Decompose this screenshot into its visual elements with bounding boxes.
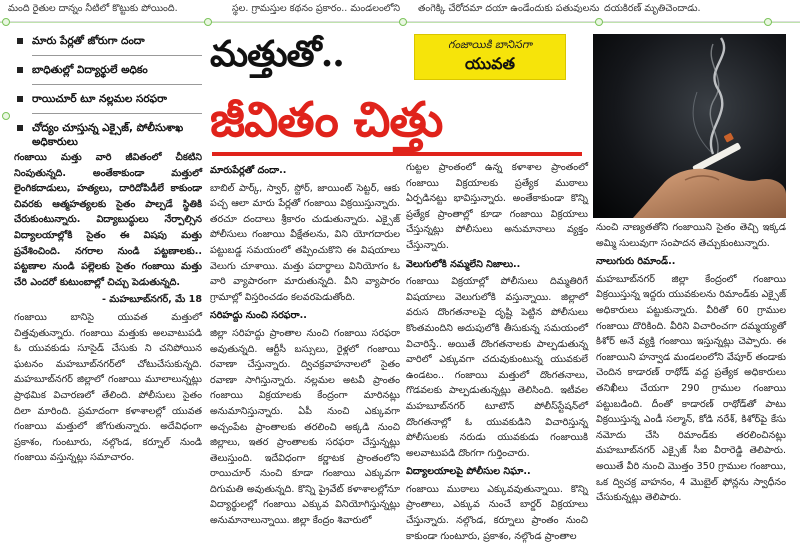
bullet-item: చోద్యం చూస్తున్న ఎక్సైజ్, పోలీసుశాఖ అధికారులు xyxy=(14,121,202,149)
article-column-2 xyxy=(210,160,400,527)
guide-handle[interactable] xyxy=(2,18,10,26)
subheading: మారుపేర్లతో దందా.. xyxy=(210,165,287,176)
dateline: - మహబూబ్‌నగర్, మే 18 xyxy=(101,294,202,306)
guide-handle[interactable] xyxy=(399,18,407,26)
bullet-list xyxy=(14,34,202,156)
divider xyxy=(32,84,202,85)
article-column-4 xyxy=(596,220,786,504)
guide-handle[interactable] xyxy=(764,18,772,26)
paragraph: బాబిల్ పార్క్, స్వార్, స్టోర్, జాయింట్ సెట్టర్, ఆకు పచ్చ ఆలా మారు పేర్లతో గంజాయి విక్రయిస్తున్నారు. తరచూ దందాలు శ్రీకారం చుడుతున్నారు. ఎక్సైజ్ పోలీసులు గంజాయి వీక్షేతలను, విని యోగదారుల పట్టుబడ్డ సమయంలో తప్పించుకొని ఈ విషయాలు వెలుగు చూశాయి. మత్తు పదార్థాలు వినియోగం ఓ వారి వ్యాపారంగా మారుతున్నది. వీని వ్యాపారం గ్రామాల్లో విస్తరించడం కలవరపెడుతోంది. xyxy=(210,182,400,303)
top-strip-text-3: తంగెక్కి చేరోదమా దయా ఉండేందుకు పతువులను xyxy=(418,3,600,14)
paragraph: గంజాయి బానిసై యువత మత్తులో చిత్తవుతున్నారు. గంజాయి మత్తుకు అలవాటుపడి ఓ యువకుడు సూసైడ్ చేసుకు ని చనిపోయిన ఘటనం మహబూబ్‌నగర్‌లో చోటుచేసుకున్నది. మహబూబ్‌నగర్ జిల్లాలో గంజాయి మూలాలున్నట్లు ప్రాథమిక విచారణలో తేలింది. పోలీసులు సైతం దిలా మారింది. ప్రమాదంగా కళాశాలల్లో యువత గంజాయి మత్తులో జోగుతున్నారు. అదేవిధంగా ప్రకాశం, గుంటూరు, నల్గొండ, కర్నూల్ నుండి గంజాయి వస్తున్నట్లు సమాచారం. xyxy=(14,311,202,464)
paragraph: జిల్లా సరిహద్దు ప్రాంతాల నుంచి గంజాయి సరఫరా అవుతున్నది. ఆర్టీసీ బస్సులు, రైళ్లలో గంజాయి రవాణా చేస్తున్నారు. ద్విచక్రవాహనాలలో సైతం రవాణా సాగిస్తున్నారు. నల్లమల అటవీ ప్రాంతం గంజాయి విక్రయాలకు కేంద్రంగా మారినట్లు అనుమానిస్తున్నారు. ఏపీ నుంచి ఎక్కువగా అచ్చంపేట ప్రాంతాలకు తరలించి అక్కడి నుంచి జిల్లాలు, ఇతర ప్రాంతాలకు సరఫరా చేస్తున్నట్లు తెలుస్తుంది. ఇదేవిధంగా కర్ణాటక ప్రాంతంలోని రాయిచూర్ నుంచి కూడా గంజాయి ఎక్కువగా దిగుమతి అవుతున్నది. కొన్ని ప్రైవేట్ కళాశాలల్లోనూ విద్యార్థులల్లో గంజాయి ఎక్కువ వినియోగిస్తున్నట్లు అనుమానాలున్నాయి. జిల్లా కేంద్రం శివారులో xyxy=(210,327,400,527)
tag-line-1: గంజాయికి బానిసగా xyxy=(448,38,532,51)
top-strip-text-2: స్థల. గ్రామస్తుల కథనం ప్రకారం.. మండలంలోని xyxy=(232,3,400,14)
bullet-item: రాయిచూర్ టూ నల్లమల సరఫరా xyxy=(14,92,202,106)
guide-handle[interactable] xyxy=(204,18,212,26)
bullet-item: మారు పేర్లతో జోరుగా దందా xyxy=(14,34,202,48)
paragraph: గంజాయి మత్తు వారి జీవితంలో చీకటిని నింపుతున్నది. అంతేకాకుండా మత్తులో లైంగికదాడులు, హత్యలు, దారిదోపిడీలే కాకుండా చివరకు ఆత్మహత్యలకు సైతం పాల్పడే స్థితికి చేరుకుంటున్నారు. విద్యాబుద్ధులు నేర్పాల్సిన విద్యాలయాల్లోకి సైతం ఈ విషపు మత్తు ప్రవేశించింది. నగరాల నుండి పట్టణాలకు.. పట్టణాల నుండి పల్లెలకు సైతం గంజాయి మత్తు చేరి ఎందరో కుటుంబాల్లో చిచ్చు పెడుతున్నది. xyxy=(14,152,202,288)
guide-handle[interactable] xyxy=(595,18,603,26)
paragraph: నుంచి నాణ్యతతోని గంజాయిని సైతం తెచ్చి ఇక్కడ అమ్మి సులువుగా సంపాదన తెచ్చుకుంటున్నారు. xyxy=(596,222,786,249)
top-strip-text-4: దయకిరణ్ మృతిచెందాడు. xyxy=(604,3,701,14)
paragraph: గంజాయి విక్రయాల్లో పోలీసులు దిమ్మతిరిగే విషయాలు వెలుగులోకి వస్తున్నాయి. జిల్లాలో వరుస దొంగతనాలపై దృష్టి పెట్టిన పోలీసులు కొంతమందిని అదుపులోకి తీసుకున్న సమయంలో విచారిస్తే.. అయితే దొంగతనాలకు పాల్పడుతున్న వారిలో ఎక్కువగా చదువుకుంటున్న యువకులే ఉండటం.. గంజాయి మత్తులో దొంగతనాలు, గొడవలకు పాల్పడుతున్నట్లు తెలిసింది. ఇటీవల మహబూబ్‌నగర్ టూటౌన్ పోలీస్‌స్టేషన్‌లో దొంగతనాల్లో ఓ యువకుడిని విచారిస్తున్న పోలీసులకు నరుడు యువకుడు గంజాయికి అలవాటుపడి దొంగగా గుర్తించారు. xyxy=(406,276,588,459)
headline-underline xyxy=(212,152,582,156)
tag-line-2: యువత xyxy=(465,54,515,73)
paragraph: గుట్టల ప్రాంతంలో ఉన్న కళాశాల ప్రాంతంలో గంజాయి విక్రయాలకు ప్రత్యేక ముఠాలు ఏర్పడినట్టు భావిస్తున్నారు. అంతేకాకుండా కొన్ని ప్రత్యేక ప్రాంతాల్లో కూడా గంజాయి విక్రయాలు చేస్తున్నట్లు పోలీసులు అనుమానాలు వ్యక్తం చేస్తున్నారు. xyxy=(406,162,588,251)
article-column-1 xyxy=(14,150,202,495)
paragraph: గంజాయి ముఠాలు ఎక్కువవుతున్నాయి. కొన్ని ప్రాంతాలు, ఎక్కువ నుంచే బార్డర్ విక్రయాలు చేస్తున్నారు. నల్గొండ, కర్నూలు ప్రాంతం నుంచి కాకుండా గుంటూరు, ప్రకాశం, నల్గొండ ప్రాంతాల xyxy=(406,483,588,542)
subheading: సరిహద్దు నుంచి సరఫరా.. xyxy=(210,310,307,322)
divider xyxy=(32,113,202,114)
subheading: విద్యాలయాలపై పోలీసుల నిఘా.. xyxy=(406,466,531,478)
subheading: నాలుగురు రిమాండ్.. xyxy=(596,256,676,268)
divider xyxy=(32,55,202,56)
smoking-photo xyxy=(593,34,786,218)
subheading: వెలుగులోకి నమ్మలేని నిజాలు.. xyxy=(406,258,521,270)
headline-line-2: జీవితం చిత్తు xyxy=(210,92,443,148)
top-strip-text-1: మంది రైతుల దాన్నం నీటిలో కొట్టుకు పోయింది. xyxy=(8,3,178,14)
smoking-hand-image xyxy=(593,34,786,218)
paragraph: మహబూబ్‌నగర్ జిల్లా కేంద్రంలో గంజాయి విక్రయిస్తున్న ఇద్దరు యువకులను రిమాండ్‌కు ఎక్సైజ్ అధికారులు పట్టుకున్నారు. వీరితో 60 గ్రాముల గంజాయి దొరికింది. వీరిని విచారించగా దమ్మయ్యతో కిశోర్ అనే వ్యక్తి గంజాయి ఇస్తున్నట్లు చెప్పారు. ఈ గంజాయిని హన్వాడ మండలంలోని వేపూర్ తండాకు చెందిన కాడారణ్ రాథోడ్ వద్ద ప్రత్యేక అధికారులు తనిఖీలు చేయగా 290 గ్రాముల గంజాయి పట్టుబడింది. దీంతో కాడారణ్ రాథోడ్‌తో పాటు విక్రయిస్తున్న ఎండీ సల్మాన్, కోడి నరేశ్, కిశోర్‌పై కేసు నమోదు చేసి రిమాండ్‌కు తరలించినట్లు మహబూబ్‌నగర్ ఎక్సైజ్ సీఐ వీరారెడ్డి తెలిపారు. అయితే వీరి నుంచి మొత్తం 350 గ్రాముల గంజాయి, ఒక ద్విచక్ర వాహనం, 4 మొబైల్ ఫోన్లను స్వాధీనం చేసుకున్నట్లు తెలిపారు. xyxy=(596,273,786,504)
bullet-item: బాధితుల్లో విద్యార్థులే అధికం xyxy=(14,63,202,77)
article-column-3 xyxy=(406,160,588,542)
headline-line-1: మత్తుతో.. xyxy=(210,33,344,75)
tag-box xyxy=(414,34,566,80)
guide-handle[interactable] xyxy=(2,112,10,120)
